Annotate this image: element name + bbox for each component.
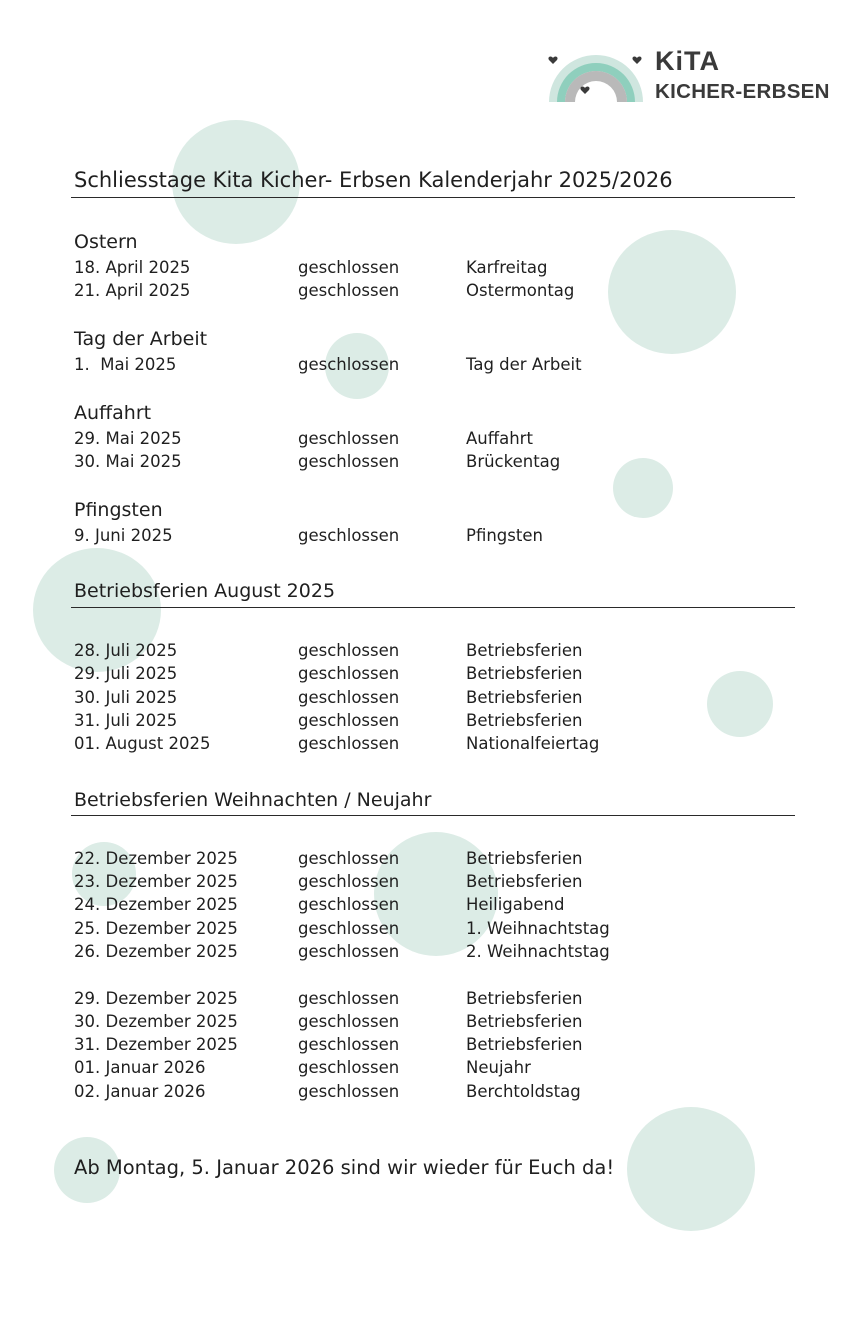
closure-status: geschlossen [298, 688, 400, 707]
closure-reason: Betriebsferien [466, 641, 583, 660]
closure-status: geschlossen [298, 989, 400, 1008]
closure-row [0, 1012, 863, 1035]
group-title: Ostern [74, 231, 138, 253]
closure-row [0, 989, 863, 1012]
closure-date: 26. Dezember 2025 [74, 942, 238, 961]
closure-reason: Berchtoldstag [466, 1082, 581, 1101]
closure-status: geschlossen [298, 664, 400, 683]
group-title: Pfingsten [74, 499, 163, 521]
closure-date: 25. Dezember 2025 [74, 919, 238, 938]
logo-subtitle: KICHER-ERBSEN [655, 80, 830, 103]
closure-row [0, 429, 863, 452]
closure-date: 28. Juli 2025 [74, 641, 178, 660]
closure-reason: Neujahr [466, 1058, 531, 1077]
closure-reason: Heiligabend [466, 895, 565, 914]
logo-title: KiTA [655, 46, 720, 76]
reopening-note: Ab Montag, 5. Januar 2026 sind wir wieder für Euch da! [74, 1156, 615, 1179]
closure-date: 18. April 2025 [74, 258, 191, 277]
closure-date: 02. Januar 2026 [74, 1082, 206, 1101]
closure-status: geschlossen [298, 526, 400, 545]
closure-date: 24. Dezember 2025 [74, 895, 238, 914]
closure-date: 30. Mai 2025 [74, 452, 182, 471]
closure-date: 9. Juni 2025 [74, 526, 173, 545]
closure-status: geschlossen [298, 919, 400, 938]
group-title: Auffahrt [74, 402, 152, 424]
closure-row [0, 849, 863, 872]
closure-status: geschlossen [298, 734, 400, 753]
closure-date: 31. Juli 2025 [74, 711, 178, 730]
closure-row [0, 1082, 863, 1105]
closure-date: 22. Dezember 2025 [74, 849, 238, 868]
closure-status: geschlossen [298, 895, 400, 914]
closure-row [0, 919, 863, 942]
page-title: Schliesstage Kita Kicher- Erbsen Kalenderjahr 2025/2026 [74, 168, 673, 192]
section-title: Betriebsferien Weihnachten / Neujahr [74, 789, 432, 811]
closure-date: 30. Dezember 2025 [74, 1012, 238, 1031]
closure-reason: Betriebsferien [466, 1012, 583, 1031]
closure-row [0, 711, 863, 734]
closure-status: geschlossen [298, 258, 400, 277]
closure-row [0, 734, 863, 757]
closure-reason: Brückentag [466, 452, 561, 471]
closure-reason: 2. Weihnachtstag [466, 942, 610, 961]
closure-row [0, 281, 863, 304]
group-title: Tag der Arbeit [74, 328, 208, 350]
closure-date: 21. April 2025 [74, 281, 191, 300]
closure-date: 23. Dezember 2025 [74, 872, 238, 891]
closure-reason: Betriebsferien [466, 711, 583, 730]
closure-date: 29. Mai 2025 [74, 429, 182, 448]
closure-row [0, 258, 863, 281]
closure-status: geschlossen [298, 429, 400, 448]
closure-status: geschlossen [298, 355, 400, 374]
closure-status: geschlossen [298, 1035, 400, 1054]
closure-status: geschlossen [298, 452, 400, 471]
closure-status: geschlossen [298, 849, 400, 868]
closure-status: geschlossen [298, 942, 400, 961]
title-divider [71, 197, 795, 198]
closure-row [0, 1035, 863, 1058]
closure-row [0, 452, 863, 475]
closure-status: geschlossen [298, 1012, 400, 1031]
closure-date: 01. August 2025 [74, 734, 211, 753]
closure-reason: Pfingsten [466, 526, 543, 545]
closure-reason: 1. Weihnachtstag [466, 919, 610, 938]
closure-reason: Betriebsferien [466, 989, 583, 1008]
closure-date: 1. Mai 2025 [74, 355, 177, 374]
closure-reason: Betriebsferien [466, 664, 583, 683]
closure-status: geschlossen [298, 281, 400, 300]
section-divider [71, 607, 795, 608]
closure-date: 30. Juli 2025 [74, 688, 178, 707]
closure-row [0, 355, 863, 378]
decor-dot [627, 1107, 755, 1231]
closure-date: 01. Januar 2026 [74, 1058, 206, 1077]
closure-row [0, 526, 863, 549]
closure-status: geschlossen [298, 1058, 400, 1077]
closure-reason: Betriebsferien [466, 872, 583, 891]
closure-reason: Karfreitag [466, 258, 548, 277]
closure-reason: Nationalfeiertag [466, 734, 600, 753]
closure-row [0, 1058, 863, 1081]
closure-reason: Betriebsferien [466, 849, 583, 868]
closure-date: 29. Dezember 2025 [74, 989, 238, 1008]
closure-row [0, 942, 863, 965]
closure-date: 29. Juli 2025 [74, 664, 178, 683]
closure-reason: Ostermontag [466, 281, 575, 300]
closure-status: geschlossen [298, 1082, 400, 1101]
rainbow-hearts-icon [547, 36, 647, 106]
closure-reason: Betriebsferien [466, 688, 583, 707]
closure-status: geschlossen [298, 711, 400, 730]
section-title: Betriebsferien August 2025 [74, 580, 336, 602]
closure-row [0, 641, 863, 664]
closure-row [0, 688, 863, 711]
closure-reason: Auffahrt [466, 429, 533, 448]
closure-status: geschlossen [298, 641, 400, 660]
section-divider [71, 815, 795, 816]
closure-date: 31. Dezember 2025 [74, 1035, 238, 1054]
closure-reason: Tag der Arbeit [466, 355, 582, 374]
closure-reason: Betriebsferien [466, 1035, 583, 1054]
kita-logo [547, 36, 847, 106]
closure-row [0, 872, 863, 895]
closure-row [0, 895, 863, 918]
closure-row [0, 664, 863, 687]
closure-status: geschlossen [298, 872, 400, 891]
